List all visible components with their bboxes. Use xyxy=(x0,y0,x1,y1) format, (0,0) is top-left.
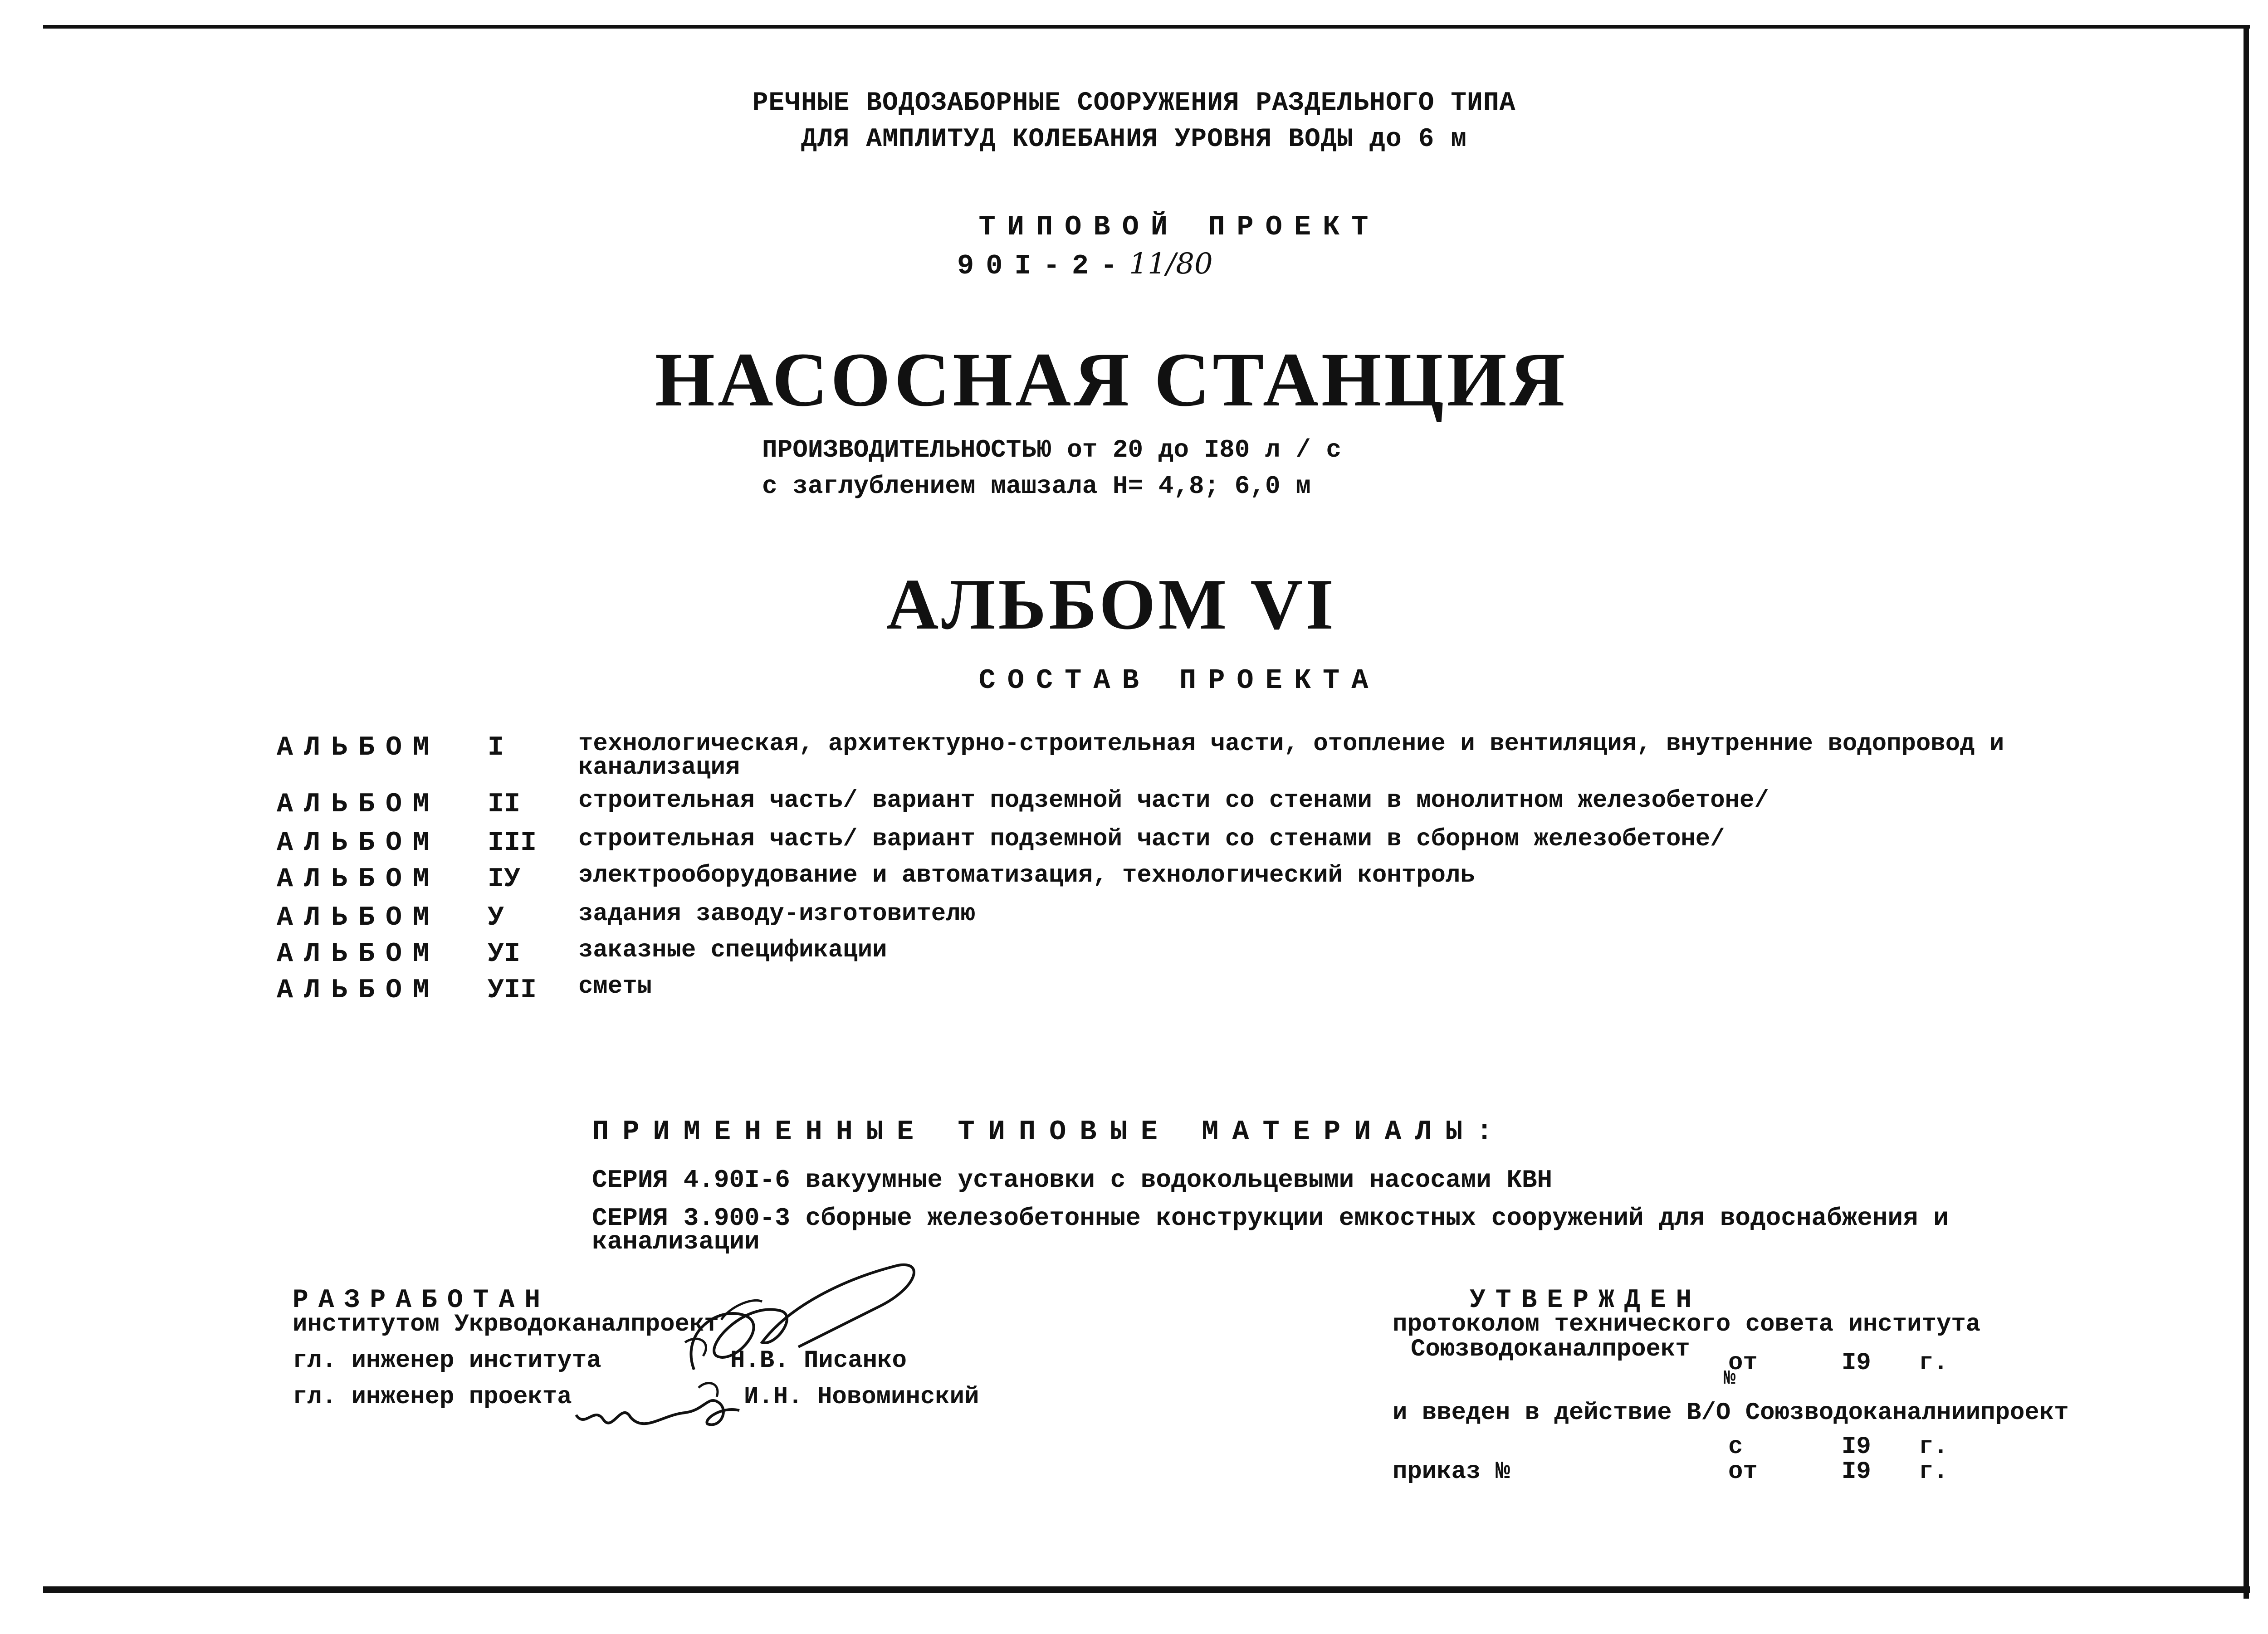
materials-item-1 xyxy=(592,1166,1552,1195)
approved-enacted-line: и введен в действие В/О Союзводоканалниипроект xyxy=(1393,1399,2069,1427)
approved-protocol-line: протоколом технического совета института xyxy=(1393,1311,1981,1338)
approved-from-2: от xyxy=(1728,1458,1758,1486)
album-title: АЛЬБОМ VI xyxy=(886,564,1337,644)
album-row-label: АЛЬБОМ xyxy=(277,902,440,933)
page-title: НАСОСНАЯ СТАНЦИЯ xyxy=(655,337,1568,422)
album-row-number: II xyxy=(488,789,521,820)
frame-border-right xyxy=(2244,25,2249,1599)
album-row-description: сметы xyxy=(578,973,652,1000)
materials-desc-2: сборные железобетонные конструкции емкостных сооружений для водоснабжения и канализации xyxy=(592,1204,1949,1256)
album-row-description: технологическая, архитектурно-строительная части, отопление и вентиляция, внутренние водопровод и канализация xyxy=(578,730,2004,781)
approved-g-3: г. xyxy=(1919,1458,1948,1486)
signatory-name-1: Н.В. Писанко xyxy=(730,1347,907,1375)
title-subline-2: с заглублением машзала Н= 4,8; 6,0 м xyxy=(762,472,1311,501)
developed-heading: РАЗРАБОТАН xyxy=(293,1286,551,1315)
approved-number-sign: № xyxy=(1724,1367,1736,1390)
album-row-description: электрооборудование и автоматизация, технологический контроль xyxy=(578,862,1475,889)
album-row-label: АЛЬБОМ xyxy=(277,864,440,895)
album-row-label: АЛЬБОМ xyxy=(277,939,440,970)
album-row-number: У xyxy=(488,902,504,933)
materials-item-2 xyxy=(592,1206,1953,1254)
approved-g-1: г. xyxy=(1919,1349,1948,1377)
materials-desc-1: вакуумные установки с водокольцевыми насосами КВН xyxy=(805,1166,1553,1195)
album-row-number: УII xyxy=(488,975,537,1006)
approved-order: приказ № xyxy=(1393,1458,1510,1486)
album-row-description: строительная часть/ вариант подземной части со стенами в сборном железобетоне/ xyxy=(578,825,1725,853)
album-row-number: IУ xyxy=(488,864,521,895)
approved-year-3: I9 xyxy=(1842,1458,1871,1486)
album-row-description: задания заводу-изготовителю xyxy=(578,900,975,928)
materials-heading: ПРИМЕНЕННЫЕ ТИПОВЫЕ МАТЕРИАЛЫ: xyxy=(592,1116,1507,1148)
header-line-2: ДЛЯ АМПЛИТУД КОЛЕБАНИЯ УРОВНЯ ВОДЫ до 6 м xyxy=(801,125,1467,154)
project-number xyxy=(957,247,1213,282)
album-row-number: I xyxy=(488,732,504,763)
frame-border-bottom xyxy=(43,1586,2250,1593)
chief-engineer-project-label: гл. инженер проекта xyxy=(293,1383,572,1411)
album-row-label: АЛЬБОМ xyxy=(277,732,440,763)
approved-heading: УТВЕРЖДЕН xyxy=(1470,1286,1702,1315)
signatory-name-2: И.Н. Новоминский xyxy=(744,1383,979,1411)
frame-border-top xyxy=(43,25,2250,29)
materials-series-2: СЕРИЯ 3.900-3 xyxy=(592,1204,790,1233)
approved-year-2: I9 xyxy=(1842,1433,1871,1461)
album-row-label: АЛЬБОМ xyxy=(277,828,440,858)
chief-engineer-institute-label: гл. инженер института xyxy=(293,1347,601,1375)
album-row-label: АЛЬБОМ xyxy=(277,789,440,820)
approved-from-1: от xyxy=(1728,1349,1758,1377)
project-label: ТИПОВОЙ ПРОЕКТ xyxy=(978,211,1380,243)
project-number-handwritten: 11/80 xyxy=(1129,247,1213,281)
approved-institute: Союзводоканалпроект xyxy=(1411,1336,1690,1363)
approved-g-2: г. xyxy=(1919,1433,1948,1461)
developed-institute: институтом Укрводоканалпроект xyxy=(293,1311,719,1338)
approved-s: с xyxy=(1728,1433,1743,1461)
album-row-number: III xyxy=(488,828,537,858)
composition-label: СОСТАВ ПРОЕКТА xyxy=(978,664,1380,697)
album-row-number: УI xyxy=(488,939,521,970)
album-row-description: строительная часть/ вариант подземной части со стенами в монолитном железобетоне/ xyxy=(578,787,1769,815)
project-number-prefix: 90I-2- xyxy=(957,250,1129,282)
title-subline-1: ПРОИЗВОДИТЕЛЬНОСТЬЮ от 20 до I80 л / с xyxy=(762,435,1342,464)
signature-2 xyxy=(572,1370,771,1442)
album-row-description: заказные спецификации xyxy=(578,937,887,964)
header-line-1: РЕЧНЫЕ ВОДОЗАБОРНЫЕ СООРУЖЕНИЯ РАЗДЕЛЬНОГО ТИПА xyxy=(752,88,1516,118)
approved-year-1: I9 xyxy=(1842,1349,1871,1377)
album-row-label: АЛЬБОМ xyxy=(277,975,440,1006)
materials-series-1: СЕРИЯ 4.90I-6 xyxy=(592,1166,790,1195)
